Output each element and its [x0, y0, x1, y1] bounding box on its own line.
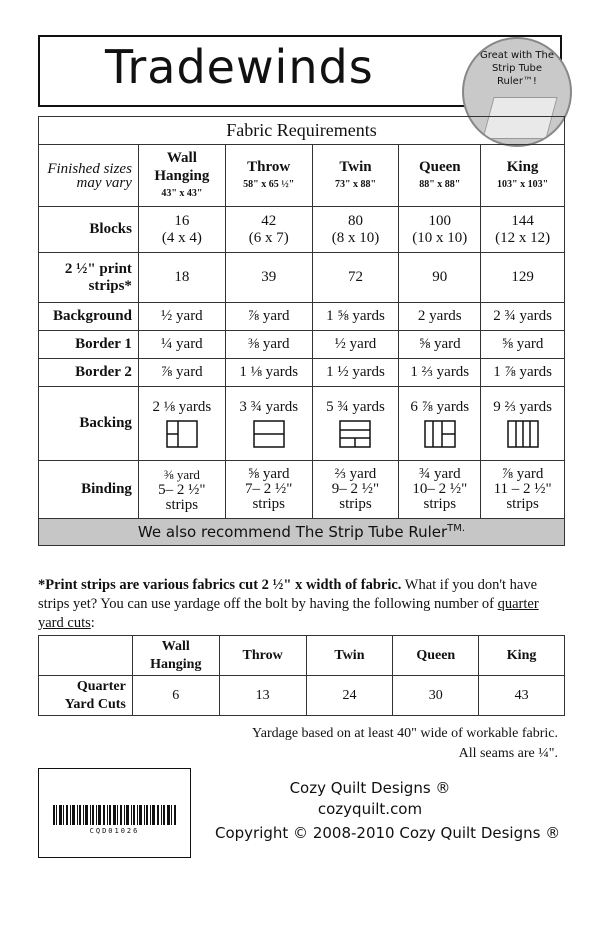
backing-layout-icon	[253, 420, 285, 448]
binding-unit: strips	[423, 496, 457, 512]
table-row-blocks	[39, 207, 565, 253]
qyc-col-queen: Queen	[393, 636, 479, 676]
background-cell: 2 ¾ yards	[481, 303, 565, 331]
col-dims: 73" x 88"	[334, 178, 377, 190]
barcode-box	[38, 768, 191, 858]
sizes-note-line-1: Finished sizes	[47, 160, 132, 177]
row-label-blocks: Blocks	[39, 207, 139, 253]
binding-unit: strips	[339, 496, 372, 512]
recommend-product: Strip Tube Ruler	[328, 523, 448, 541]
company-info	[240, 778, 500, 820]
binding-yard: ⅔ yard	[334, 466, 377, 482]
backing-cell	[138, 387, 225, 461]
qyc-cell: 6	[132, 676, 219, 716]
recommend-row	[39, 519, 565, 546]
row-label-border-1: Border 1	[39, 331, 139, 359]
block-grid: (12 x 12)	[495, 229, 551, 246]
row-label-border-2: Border 2	[39, 359, 139, 387]
background-cell: 2 yards	[399, 303, 481, 331]
qyc-col-king: King	[479, 636, 565, 676]
border1-cell: ⅜ yard	[225, 331, 312, 359]
fabric-requirements-table	[38, 116, 565, 546]
row-label-binding: Binding	[39, 461, 139, 519]
backing-yardage: 5 ¾ yards	[326, 399, 385, 415]
col-name: Throw	[247, 158, 291, 175]
block-grid: (8 x 10)	[331, 229, 380, 246]
block-count: 80	[347, 212, 363, 229]
backing-layout-icon	[424, 420, 456, 448]
qyc-cell: 13	[219, 676, 306, 716]
block-count: 144	[511, 212, 534, 229]
row-label-background: Background	[39, 303, 139, 331]
strips-label-2: strips*	[88, 277, 132, 294]
backing-yardage: 2 ⅛ yards	[152, 399, 212, 415]
note-text: What if you don't have strips yet? You can use yardage off the bolt by having the following number of	[38, 577, 538, 612]
row-label-backing: Backing	[39, 387, 139, 461]
blocks-cell	[138, 207, 225, 253]
strips-cell: 39	[225, 253, 312, 303]
col-king	[481, 145, 565, 207]
border1-cell: ¼ yard	[138, 331, 225, 359]
table-row-backing	[39, 387, 565, 461]
blocks-cell	[312, 207, 399, 253]
border2-cell: 1 ⅔ yards	[399, 359, 481, 387]
seal-line-2: Strip Tube	[491, 63, 543, 74]
quarter-yard-cuts-table	[38, 635, 565, 716]
qyc-cell: 24	[306, 676, 393, 716]
border2-cell: 1 ½ yards	[312, 359, 399, 387]
yardage-notes	[252, 724, 558, 764]
blocks-cell	[225, 207, 312, 253]
note-underlined: quarter yard cuts	[38, 596, 539, 631]
recommend-tm: TM.	[447, 523, 466, 534]
block-count: 16	[174, 212, 190, 229]
binding-yard: ⅞ yard	[501, 466, 544, 482]
seal-line-3: Ruler™!	[497, 76, 537, 87]
binding-count: 10– 2 ½"	[412, 481, 468, 497]
barcode-icon	[53, 805, 177, 825]
col-name-2: Hanging	[154, 167, 210, 184]
table-row-border-2	[39, 359, 565, 387]
qyc-col-twin: Twin	[306, 636, 393, 676]
strips-label-1: 2 ½" print	[64, 260, 132, 277]
backing-layout-icon	[166, 420, 198, 448]
qyc-col-throw: Throw	[219, 636, 306, 676]
binding-count: 5– 2 ½"	[158, 481, 206, 498]
binding-cell	[481, 461, 565, 519]
col-name: Queen	[418, 158, 461, 175]
strips-cell: 72	[312, 253, 399, 303]
qyc-col-wall-hanging	[132, 636, 219, 676]
border2-cell: 1 ⅞ yards	[481, 359, 565, 387]
backing-yardage: 3 ¾ yards	[239, 399, 299, 415]
row-label-quarter-yard-cuts	[39, 676, 133, 716]
strips-cell: 90	[399, 253, 481, 303]
yardage-note: Yardage based on at least 40" wide of workable fabric.	[252, 726, 558, 741]
backing-layout-icon	[507, 420, 539, 448]
col-name: Wall	[161, 638, 190, 654]
seal-text	[464, 49, 570, 88]
col-dims: 58" x 65 ½"	[243, 178, 295, 190]
block-grid: (6 x 7)	[248, 229, 289, 246]
seal-line-1: Great with The	[479, 50, 554, 61]
binding-count: 7– 2 ½"	[245, 481, 293, 497]
col-queen	[399, 145, 481, 207]
block-count: 100	[428, 212, 452, 229]
table-row-binding	[39, 461, 565, 519]
backing-yardage: 9 ⅔ yards	[493, 399, 552, 415]
border2-cell: 1 ⅛ yards	[225, 359, 312, 387]
table-row-border-1	[39, 331, 565, 359]
border2-cell: ⅞ yard	[138, 359, 225, 387]
col-dims: 88" x 88"	[419, 178, 461, 190]
binding-cell	[138, 461, 225, 519]
col-dims: 103" x 103"	[497, 178, 549, 190]
copyright: Copyright © 2008-2010 Cozy Quilt Designs ®	[215, 824, 561, 842]
binding-yard: ⅜ yard	[163, 466, 200, 482]
binding-yard: ⅝ yard	[247, 466, 290, 482]
col-name: Twin	[339, 158, 372, 175]
note-end: :	[90, 615, 95, 631]
binding-cell	[225, 461, 312, 519]
col-dims: 43" x 43"	[161, 187, 203, 199]
barcode-number: CQD01026	[89, 827, 140, 835]
backing-cell	[225, 387, 312, 461]
col-name: Wall	[166, 149, 197, 166]
qyc-cell: 43	[479, 676, 565, 716]
backing-cell	[312, 387, 399, 461]
strips-cell: 18	[138, 253, 225, 303]
print-strips-note	[38, 576, 565, 633]
table-row-background	[39, 303, 565, 331]
block-grid: (10 x 10)	[412, 229, 468, 246]
background-cell: ⅞ yard	[225, 303, 312, 331]
binding-count: 9– 2 ½"	[331, 481, 380, 497]
fabric-requirements-heading: Fabric Requirements	[39, 117, 565, 145]
binding-yard: ¾ yard	[418, 466, 461, 482]
table-row-quarter-cuts	[39, 676, 565, 716]
block-count: 42	[261, 212, 277, 229]
binding-unit: strips	[165, 496, 199, 513]
binding-unit: strips	[506, 496, 539, 512]
backing-yardage: 6 ⅞ yards	[410, 399, 470, 415]
empty-corner	[39, 636, 133, 676]
seams-note: All seams are ¼".	[458, 746, 558, 761]
qyc-cell: 30	[393, 676, 479, 716]
row-label-strips	[39, 253, 139, 303]
backing-cell	[481, 387, 565, 461]
border1-cell: ⅝ yard	[481, 331, 565, 359]
border1-cell: ½ yard	[312, 331, 399, 359]
company-name: Cozy Quilt Designs ®	[289, 779, 451, 797]
backing-layout-icon	[339, 420, 371, 448]
background-cell: 1 ⅝ yards	[312, 303, 399, 331]
backing-cell	[399, 387, 481, 461]
col-wall-hanging	[138, 145, 225, 207]
table-row-strips	[39, 253, 565, 303]
blocks-cell	[481, 207, 565, 253]
binding-cell	[399, 461, 481, 519]
finished-sizes-note	[39, 145, 139, 207]
strips-cell: 129	[481, 253, 565, 303]
binding-cell	[312, 461, 399, 519]
note-bold: *Print strips are various fabrics cut 2 ½" x width of fabric.	[38, 577, 402, 593]
col-throw	[225, 145, 312, 207]
page-title: Tradewinds	[105, 40, 374, 94]
col-name-2: Hanging	[150, 656, 202, 672]
recommend-banner	[39, 519, 565, 546]
qyc-label-1: Quarter	[76, 678, 126, 694]
col-twin	[312, 145, 399, 207]
background-cell: ½ yard	[138, 303, 225, 331]
col-name: King	[506, 158, 539, 175]
binding-count: 11 – 2 ½"	[493, 481, 552, 497]
company-website: cozyquilt.com	[317, 800, 423, 818]
qyc-label-2: Yard Cuts	[64, 696, 126, 712]
binding-unit: strips	[252, 496, 285, 512]
blocks-cell	[399, 207, 481, 253]
sizes-note-line-2: may vary	[76, 174, 132, 191]
recommend-prefix: We also recommend The	[137, 523, 329, 541]
border1-cell: ⅝ yard	[399, 331, 481, 359]
block-grid: (4 x 4)	[161, 229, 202, 246]
